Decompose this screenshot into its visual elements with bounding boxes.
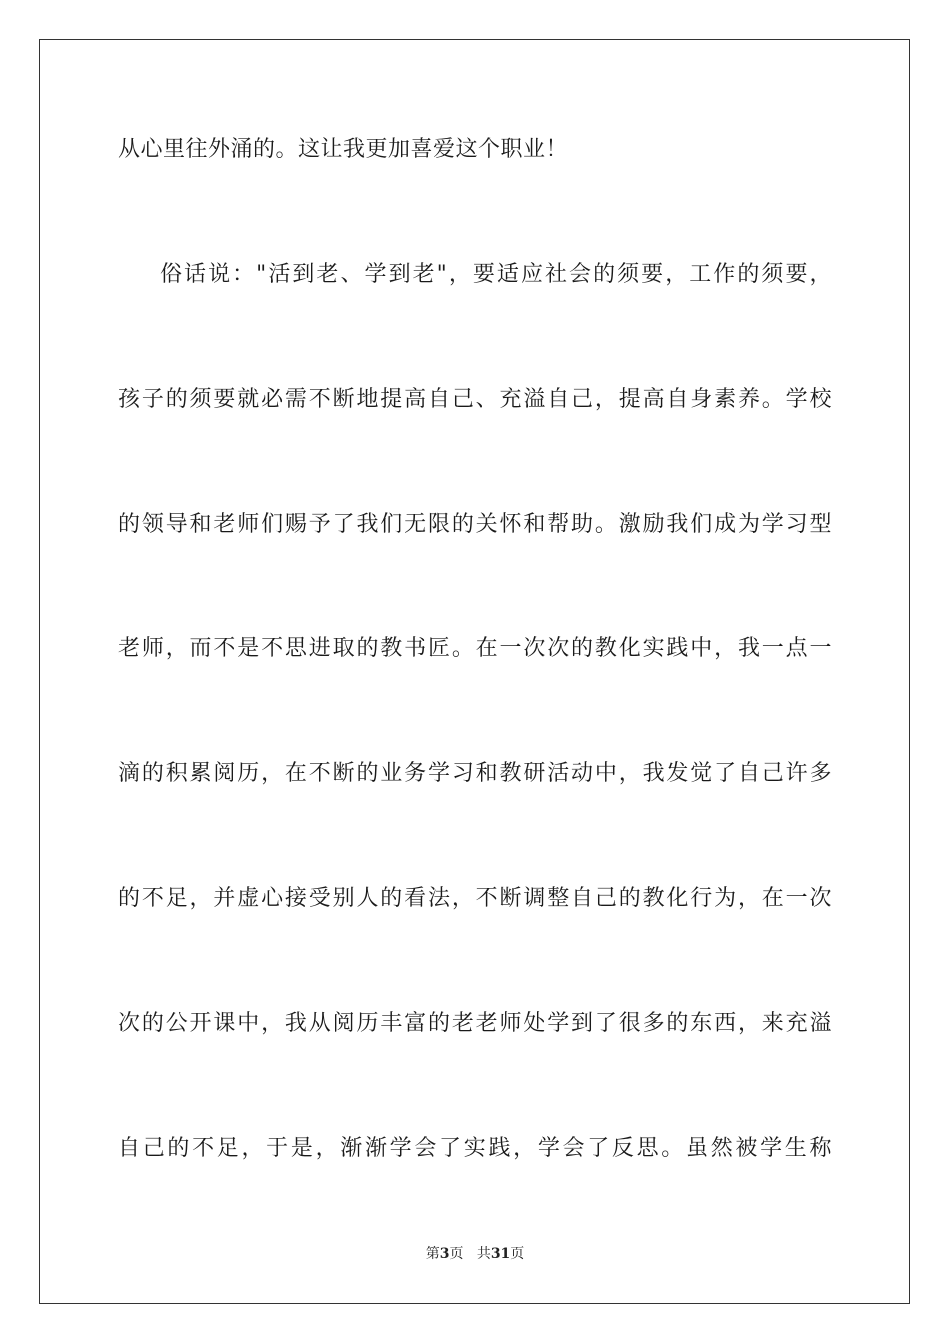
text-line-7: 的不足，并虚心接受别人的看法，不断调整自己的教化行为，在一次 xyxy=(118,886,832,911)
text-line-3: 孩子的须要就必需不断地提高自己、充溢自己，提高自身素养。学校 xyxy=(118,387,832,412)
page-prefix: 第 xyxy=(425,1246,440,1262)
text-line-2: 俗话说："活到老、学到老"，要适应社会的须要，工作的须要， xyxy=(160,262,832,287)
text-line-5: 老师，而不是不思进取的教书匠。在一次次的教化实践中，我一点一 xyxy=(118,636,832,661)
page-footer xyxy=(0,1244,950,1264)
text-line-1: 从心里往外涌的。这让我更加喜爱这个职业！ xyxy=(118,137,569,162)
page-border xyxy=(39,39,910,1304)
current-page-number: 3 xyxy=(439,1246,450,1262)
total-unit: 页 xyxy=(510,1246,525,1262)
page-unit: 页 xyxy=(449,1246,464,1262)
text-line-6: 滴的积累阅历，在不断的业务学习和教研活动中，我发觉了自己许多 xyxy=(118,761,832,786)
total-prefix: 共 xyxy=(476,1246,491,1262)
text-line-8: 次的公开课中，我从阅历丰富的老老师处学到了很多的东西，来充溢 xyxy=(118,1011,832,1036)
total-page-number: 31 xyxy=(490,1246,511,1262)
text-line-4: 的领导和老师们赐予了我们无限的关怀和帮助。激励我们成为学习型 xyxy=(118,512,832,537)
text-line-9: 自己的不足，于是，渐渐学会了实践，学会了反思。虽然被学生称 xyxy=(118,1136,832,1161)
